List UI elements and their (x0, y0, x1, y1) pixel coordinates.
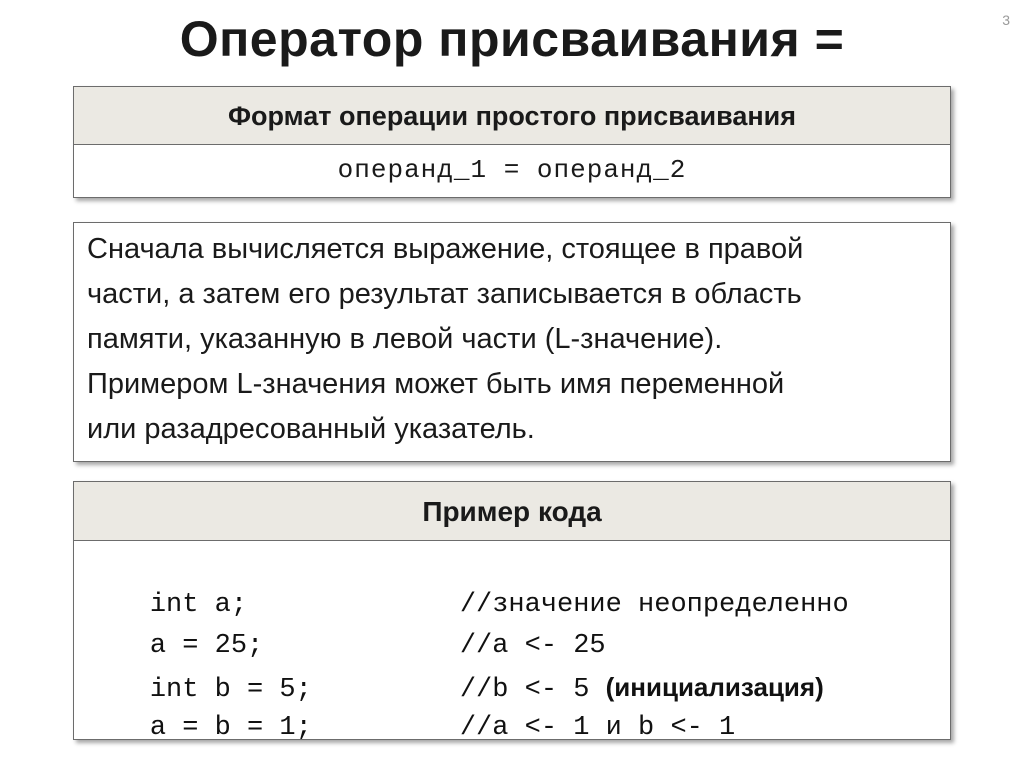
code-box-header: Пример кода (74, 482, 950, 541)
code-example-box (73, 481, 951, 743)
format-box (73, 86, 951, 198)
slide-number: 3 (1002, 12, 1010, 28)
description-line: Примером L-значения может быть имя переменной (87, 368, 785, 400)
code-note: (инициализация) (605, 672, 824, 702)
code-comment: //a <- 25 (459, 631, 606, 661)
code-comment: //b <- 5 (459, 675, 590, 705)
code-comment: //значение неопределенно (459, 590, 849, 620)
code-statement: int b = 5; (149, 675, 312, 705)
code-comment: //a <- 1 и b <- 1 (459, 713, 736, 743)
description-line: Сначала вычисляется выражение, стоящее в правой (87, 233, 804, 265)
slide-title: Оператор присваивания = (179, 11, 845, 67)
code-statement: int a; (149, 590, 248, 620)
description-box (73, 222, 951, 462)
format-box-header: Формат операции простого присваивания (74, 87, 950, 145)
description-line: памяти, указанную в левой части (L-значение). (87, 323, 723, 355)
code-statement: a = b = 1; (149, 713, 312, 743)
code-line (85, 683, 735, 773)
code-statement: a = 25; (149, 631, 264, 661)
format-formula: операнд_1 = операнд_2 (337, 155, 687, 185)
description-line: или разадресованный указатель. (87, 413, 535, 445)
description-line: части, а затем его результат записывается в область (87, 278, 802, 310)
